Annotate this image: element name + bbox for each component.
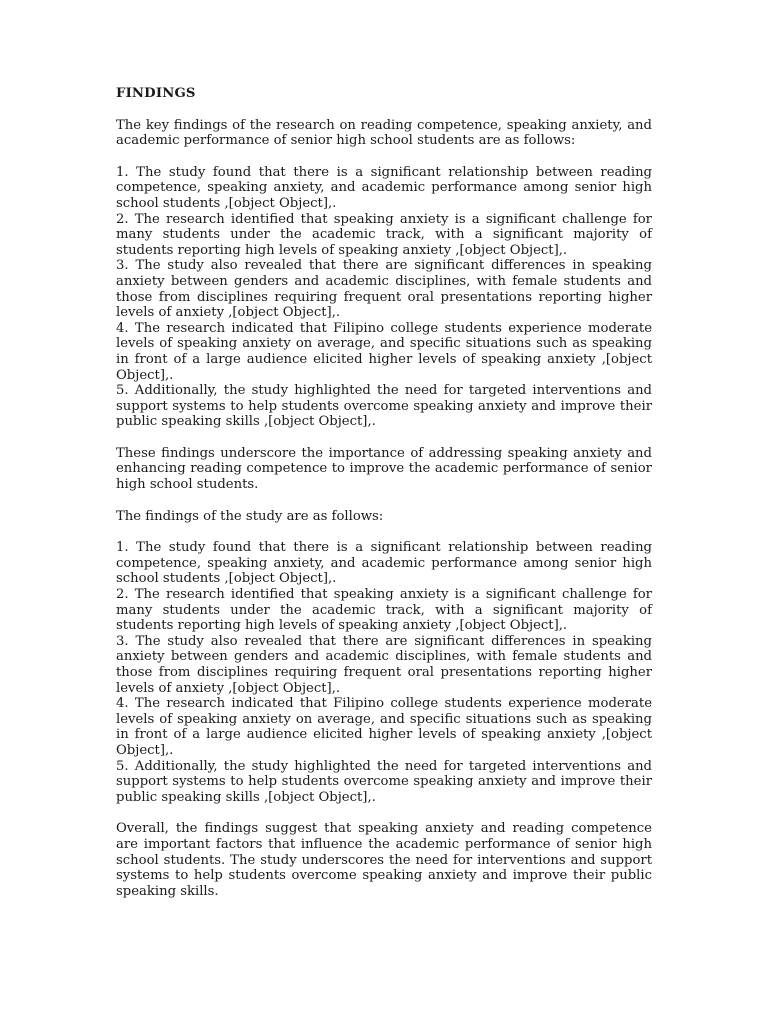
underscore-paragraph: These findings underscore the importance of addressing speaking anxiety and enhancing reading competence to improve the academic performance of senior high school students. — [116, 445, 652, 493]
list-item: 1. The study found that there is a significant relationship between reading competence, speaking anxiety, and academic performance among senior high school students ,[object Object],. — [116, 540, 652, 587]
list-item: 2. The research identified that speaking anxiety is a significant challenge for many students under the academic track, with a significant majority of students reporting high levels of speaking anxiety ,[object Object],. — [116, 211, 652, 258]
list-item: 5. Additionally, the study highlighted the need for targeted interventions and support systems to help students overcome speaking anxiety and improve their public speaking skills ,[object Object],. — [116, 383, 652, 430]
list-item: 3. The study also revealed that there are significant differences in speaking anxiety between genders and academic disciplines, with female students and those from disciplines requiring frequent oral presentations reporting higher levels of anxiety ,[object Object],. — [116, 633, 652, 696]
intro-paragraph-2: The findings of the study are as follows: — [116, 508, 384, 524]
findings-list-2 — [116, 540, 652, 805]
list-item: 4. The research indicated that Filipino college students experience moderate levels of speaking anxiety on average, and specific situations such as speaking in front of a large audience elicited higher levels of speaking anxiety ,[object Object],. — [116, 320, 652, 383]
section-heading: FINDINGS — [116, 86, 196, 101]
document-page — [116, 86, 652, 915]
list-item: 5. Additionally, the study highlighted the need for targeted interventions and support systems to help students overcome speaking anxiety and improve their public speaking skills ,[object Object],. — [116, 758, 652, 805]
list-item: 1. The study found that there is a significant relationship between reading competence, speaking anxiety, and academic performance among senior high school students ,[object Object],. — [116, 164, 652, 211]
findings-list-1 — [116, 165, 652, 430]
list-item: 2. The research identified that speaking anxiety is a significant challenge for many students under the academic track, with a significant majority of students reporting high levels of speaking anxiety ,[object Object],. — [116, 587, 652, 634]
conclusion-paragraph: Overall, the findings suggest that speaking anxiety and reading competence are important factors that influence the academic performance of senior high school students. The study underscores the need for interventions and support systems to help students overcome speaking anxiety and improve their public speaking skills. — [116, 821, 652, 899]
list-item: 3. The study also revealed that there are significant differences in speaking anxiety between genders and academic disciplines, with female students and those from disciplines requiring frequent oral presentations reporting higher levels of anxiety ,[object Object],. — [116, 258, 652, 321]
intro-paragraph: The key findings of the research on reading competence, speaking anxiety, and academic performance of senior high school students are as follows: — [116, 117, 652, 149]
list-item: 4. The research indicated that Filipino college students experience moderate levels of speaking anxiety on average, and specific situations such as speaking in front of a large audience elicited higher levels of speaking anxiety ,[object Object],. — [116, 696, 652, 758]
